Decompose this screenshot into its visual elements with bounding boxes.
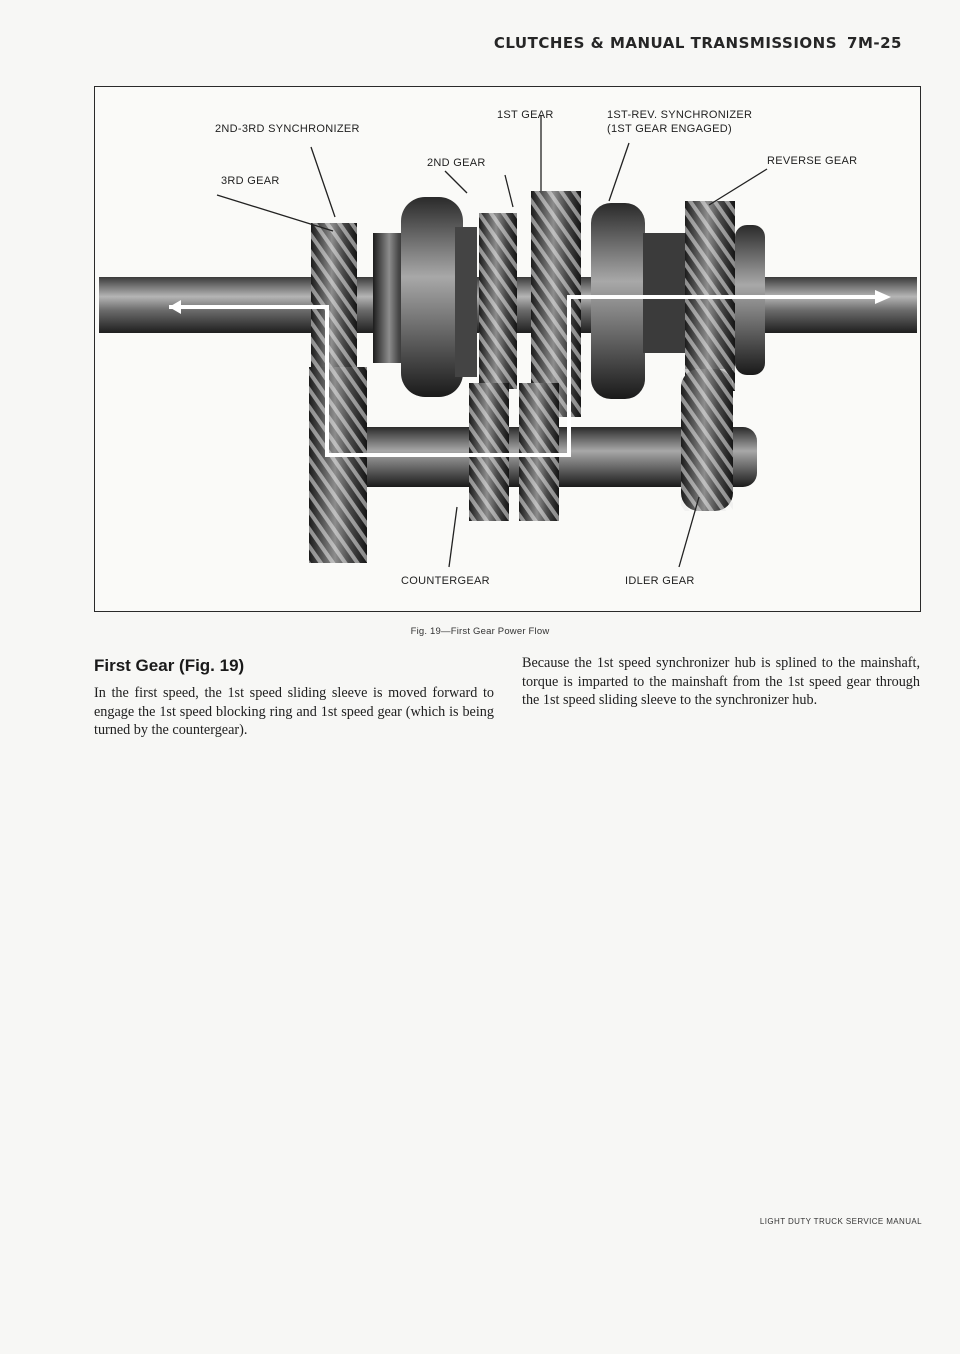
label-reverse-gear: REVERSE GEAR bbox=[767, 155, 858, 167]
label-1st-gear-engaged: (1ST GEAR ENGAGED) bbox=[607, 123, 732, 135]
label-idler-gear: IDLER GEAR bbox=[625, 575, 695, 587]
label-1st-rev-synchronizer: 1ST-REV. SYNCHRONIZER bbox=[607, 109, 753, 121]
label-3rd-gear: 3RD GEAR bbox=[221, 175, 280, 187]
label-countergear: COUNTERGEAR bbox=[401, 575, 490, 587]
label-2nd-3rd-synchronizer: 2ND-3RD SYNCHRONIZER bbox=[215, 123, 360, 135]
paragraph-left: In the first speed, the 1st speed sliding sleeve is moved forward to engage the 1st speed blocking ring and 1st speed gear (which is being turned by the countergear). bbox=[94, 685, 494, 738]
figure-caption: Fig. 19—First Gear Power Flow bbox=[410, 626, 550, 637]
figure-frame bbox=[94, 86, 921, 612]
section-title-header: CLUTCHES & MANUAL TRANSMISSIONS bbox=[493, 34, 838, 52]
label-2nd-gear: 2ND GEAR bbox=[427, 157, 486, 169]
footer-manual-title: LIGHT DUTY TRUCK SERVICE MANUAL bbox=[759, 1217, 922, 1226]
page-number: 7M-25 bbox=[847, 34, 902, 52]
paragraph-right: Because the 1st speed synchronizer hub is splined to the mainshaft, torque is imparted to the mainshaft from the 1st speed gear through the 1st speed sliding sleeve to the synchronizer hub. bbox=[522, 655, 920, 708]
first-rev-synchronizer-shape bbox=[591, 203, 645, 399]
section-heading: First Gear (Fig. 19) bbox=[94, 656, 245, 675]
page-header bbox=[494, 34, 902, 52]
label-1st-gear: 1ST GEAR bbox=[497, 109, 554, 121]
synchronizer-drum bbox=[401, 197, 463, 397]
